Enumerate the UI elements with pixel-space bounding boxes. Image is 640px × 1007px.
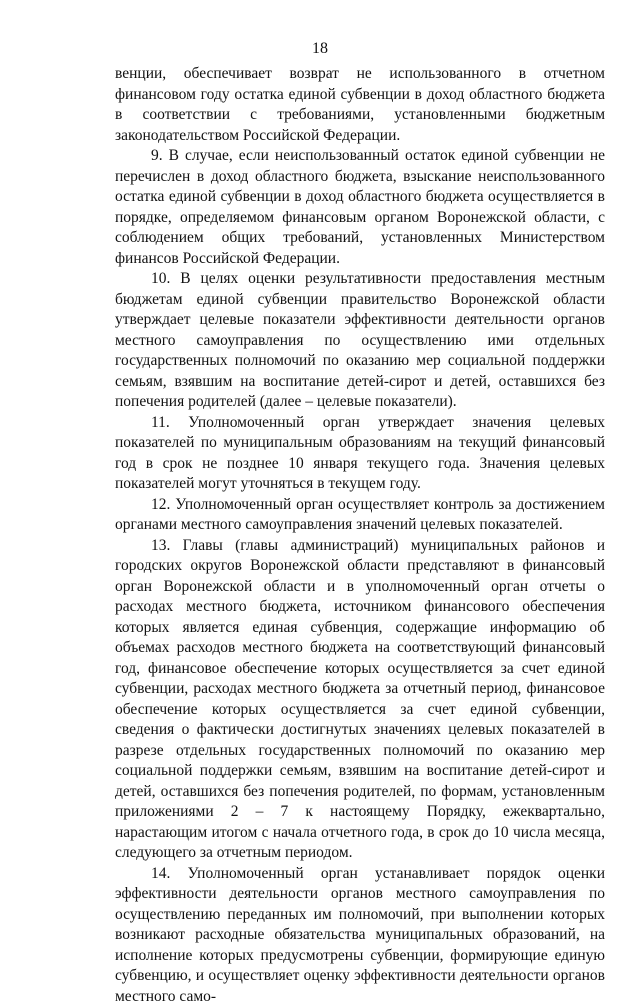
paragraph-9: 9. В случае, если неиспользованный остаток единой субвенции не перечислен в доход областного бюджета, взыскание неиспользованного остатка единой субвенции в доход областного бюджета осуществляется в порядке, определяемом финансовым органом Воронежской области, с соблюдением общих требований, установленных Министерством финансов Российской Федерации. [115, 146, 605, 269]
paragraph-11: 11. Уполномоченный орган утверждает значения целевых показателей по муниципальным образованиям на текущий финансовый год в срок не позднее 10 января текущего года. Значения целевых показателей могут уточняться в текущем году. [115, 413, 605, 495]
page-number: 18 [0, 40, 640, 58]
paragraph-14: 14. Уполномоченный орган устанавливает порядок оценки эффективности деятельности органов местного самоуправления по осуществлению переданных им полномочий, при выполнении которых возникают расходные обязательства муниципальных образований, на исполнение которых предусмотрены субвенции, формирующие единую субвенцию, и осуществляет оценку эффективности деятельности органов местного само- [115, 864, 605, 1007]
paragraph-13: 13. Главы (главы администраций) муниципальных районов и городских округов Воронежской области представляют в финансовый орган Воронежской области и в уполномоченный орган отчеты о расходах местного бюджета, источником финансового обеспечения которых является единая субвенция, содержащие информацию об объемах расходов местного бюджета на соответствующий финансовый год, финансовое обеспечение которых осуществляется за счет единой субвенции, расходах местного бюджета за отчетный период, финансовое обеспечение которых осуществляется за счет единой субвенции, сведения о фактически достигнутых значениях целевых показателей в разрезе отдельных государственных полномочий по оказанию мер социальной поддержки семьям, взявшим на воспитание детей-сирот и детей, оставшихся без попечения родителей, по формам, установленным приложениями 2 – 7 к настоящему Порядку, ежеквартально, нарастающим итогом с начала отчетного года, в срок до 10 числа месяца, следующего за отчетным периодом. [115, 536, 605, 864]
document-body [115, 64, 605, 1007]
paragraph-10: 10. В целях оценки результативности предоставления местным бюджетам единой субвенции правительство Воронежской области утверждает целевые показатели эффективности деятельности органов местного самоуправления по осуществлению ими отдельных государственных полномочий по оказанию мер социальной поддержки семьям, взявшим на воспитание детей-сирот и детей, оставшихся без попечения родителей (далее – целевые показатели). [115, 269, 605, 413]
paragraph-12: 12. Уполномоченный орган осуществляет контроль за достижением органами местного самоуправления значений целевых показателей. [115, 495, 605, 536]
paragraph-continuation: венции, обеспечивает возврат не использованного в отчетном финансовом году остатка единой субвенции в доход областного бюджета в соответствии с требованиями, установленными бюджетным законодательством Российской Федерации. [115, 64, 605, 146]
